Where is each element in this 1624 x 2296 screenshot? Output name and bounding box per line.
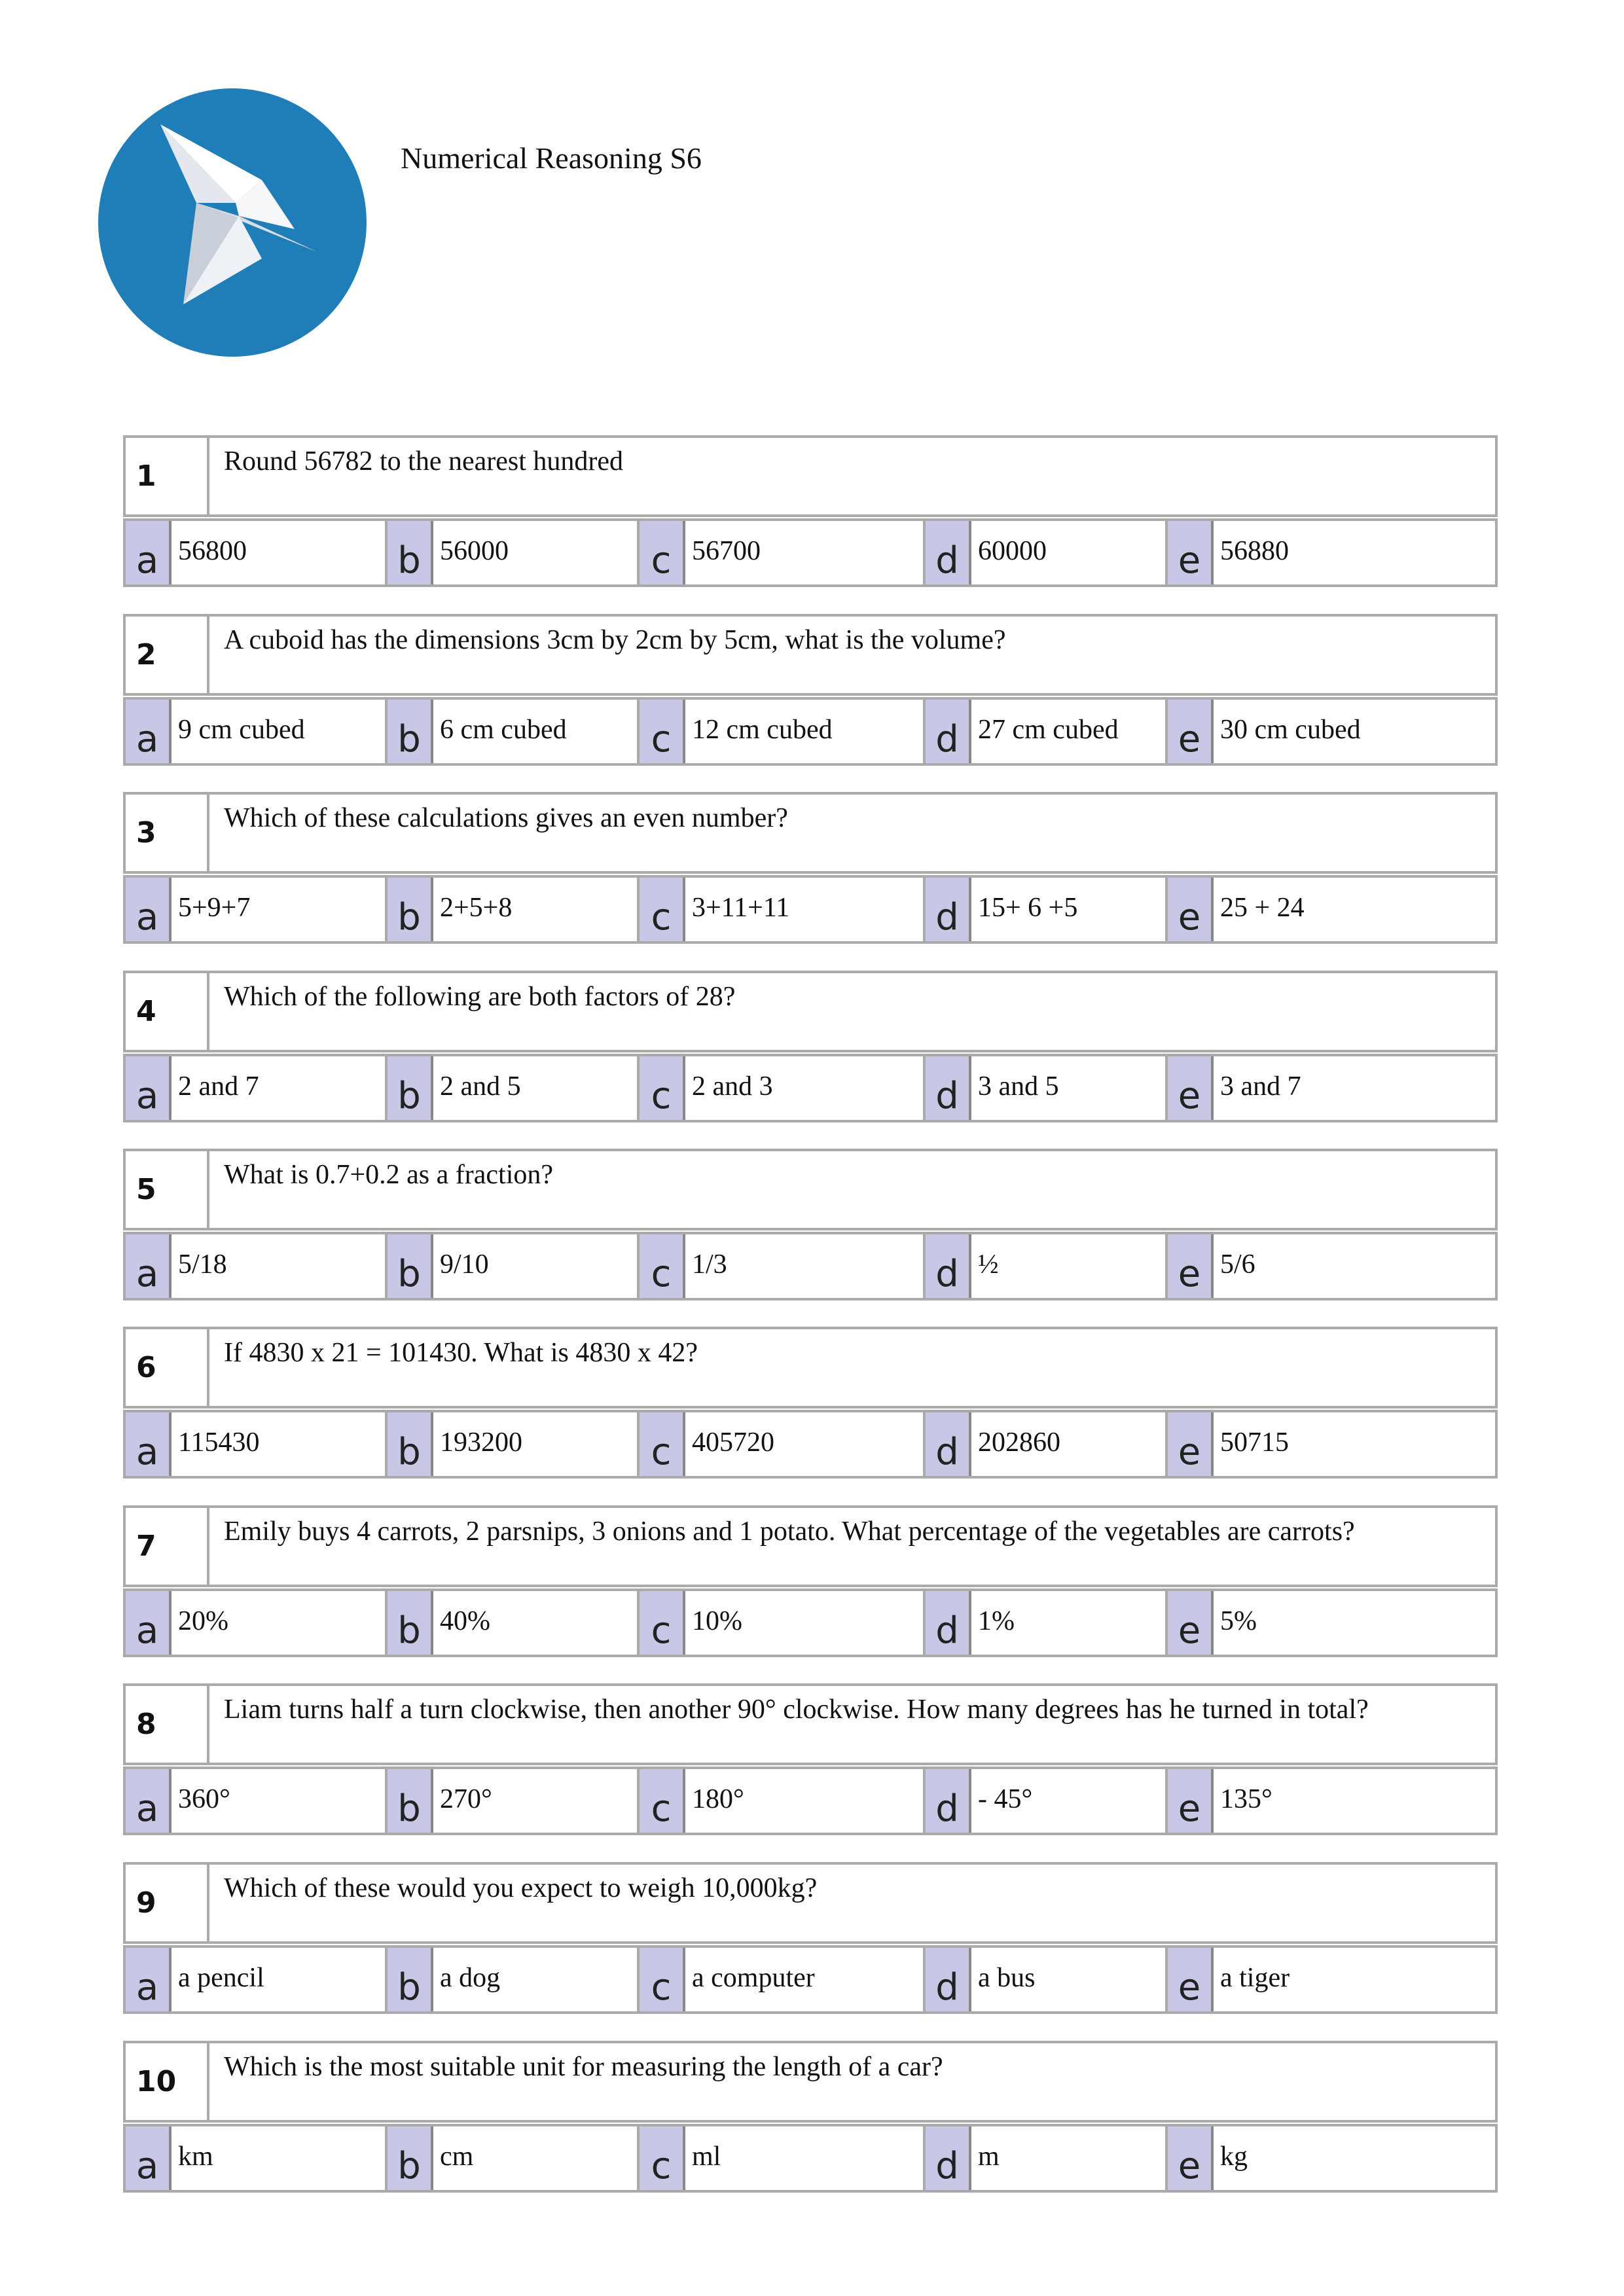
question-block (123, 971, 1498, 1122)
option-letter: a (126, 878, 171, 941)
option-letter: e (1168, 1234, 1214, 1298)
option-text: 56000 (440, 536, 509, 566)
answer-row (123, 2124, 1498, 2193)
option-letter: d (926, 521, 971, 584)
question-row (123, 435, 1498, 517)
question-text: Liam turns half a turn clockwise, then another 90° clockwise. How many degrees has he turned in total? (224, 1695, 1369, 1725)
question-block (123, 2041, 1498, 2193)
question-text: Which is the most suitable unit for measuring the length of a car? (224, 2052, 943, 2082)
option-text: 135° (1220, 1784, 1272, 1814)
question-row (123, 792, 1498, 874)
option-letter: a (126, 700, 171, 763)
option-letter: a (126, 1234, 171, 1298)
option-text: 30 cm cubed (1220, 715, 1361, 745)
question-number: 3 (126, 795, 209, 871)
option-text: 20% (178, 1606, 228, 1636)
question-row (123, 1862, 1498, 1944)
option-text: 27 cm cubed (978, 715, 1119, 745)
question-number: 1 (126, 438, 209, 514)
option-text: a computer (692, 1963, 815, 1993)
option-letter: e (1168, 521, 1214, 584)
option-text: 60000 (978, 536, 1047, 566)
option-letter: d (926, 878, 971, 941)
option-text: 56880 (1220, 536, 1289, 566)
option-letter: c (640, 1412, 685, 1476)
option-text: 9/10 (440, 1249, 489, 1280)
option-text: 40% (440, 1606, 490, 1636)
question-text: Round 56782 to the nearest hundred (224, 446, 624, 476)
option-letter: b (388, 1412, 433, 1476)
answer-row (123, 1945, 1498, 2014)
option-letter: a (126, 1591, 171, 1655)
question-block (123, 1505, 1498, 1657)
option-letter: c (640, 1948, 685, 2011)
question-text: Which of the following are both factors of 28? (224, 982, 736, 1012)
option-text: a bus (978, 1963, 1036, 1993)
option-text: 5% (1220, 1606, 1257, 1636)
option-text: 193200 (440, 1427, 522, 1458)
option-text: 10% (692, 1606, 742, 1636)
option-letter: c (640, 1234, 685, 1298)
option-letter: e (1168, 1591, 1214, 1655)
question-block (123, 792, 1498, 944)
option-letter: b (388, 1234, 433, 1298)
question-row (123, 1149, 1498, 1230)
option-text: 115430 (178, 1427, 260, 1458)
question-number: 2 (126, 617, 209, 693)
option-text: 2 and 5 (440, 1071, 521, 1102)
question-row (123, 971, 1498, 1052)
option-text: 2 and 3 (692, 1071, 773, 1102)
question-block (123, 1862, 1498, 2014)
question-number: 10 (126, 2043, 209, 2120)
option-text: - 45° (978, 1784, 1033, 1814)
option-text: km (178, 2142, 213, 2172)
option-letter: e (1168, 878, 1214, 941)
option-letter: e (1168, 700, 1214, 763)
option-letter: e (1168, 1769, 1214, 1833)
answer-row (123, 1588, 1498, 1657)
option-letter: d (926, 1056, 971, 1120)
question-number: 8 (126, 1686, 209, 1763)
option-text: 2 and 7 (178, 1071, 259, 1102)
option-text: 1/3 (692, 1249, 727, 1280)
option-letter: b (388, 700, 433, 763)
option-letter: c (640, 1769, 685, 1833)
option-letter: b (388, 1056, 433, 1120)
question-number: 5 (126, 1151, 209, 1228)
option-text: cm (440, 2142, 474, 2172)
option-letter: c (640, 521, 685, 584)
question-block (123, 1327, 1498, 1479)
option-text: 180° (692, 1784, 744, 1814)
question-number: 6 (126, 1329, 209, 1406)
option-letter: b (388, 878, 433, 941)
option-text: 50715 (1220, 1427, 1289, 1458)
option-letter: b (388, 1591, 433, 1655)
option-letter: d (926, 1769, 971, 1833)
option-letter: a (126, 1948, 171, 2011)
option-text: 2+5+8 (440, 893, 513, 923)
option-text: 202860 (978, 1427, 1060, 1458)
question-row (123, 614, 1498, 696)
option-letter: e (1168, 1412, 1214, 1476)
option-text: 3+11+11 (692, 893, 790, 923)
option-text: a dog (440, 1963, 501, 1993)
question-number: 7 (126, 1508, 209, 1585)
option-text: 5+9+7 (178, 893, 251, 923)
option-text: 15+ 6 +5 (978, 893, 1078, 923)
bird-logo-icon (98, 88, 367, 357)
question-block (123, 1683, 1498, 1835)
option-text: 25 + 24 (1220, 893, 1305, 923)
option-letter: c (640, 1591, 685, 1655)
option-text: a tiger (1220, 1963, 1290, 1993)
option-text: 360° (178, 1784, 230, 1814)
option-letter: a (126, 2126, 171, 2190)
answer-row (123, 1767, 1498, 1835)
option-letter: e (1168, 1056, 1214, 1120)
option-letter: b (388, 1769, 433, 1833)
option-text: 56800 (178, 536, 247, 566)
option-letter: a (126, 1056, 171, 1120)
answer-row (123, 875, 1498, 944)
option-text: 12 cm cubed (692, 715, 833, 745)
option-letter: b (388, 1948, 433, 2011)
option-letter: d (926, 700, 971, 763)
option-text: 5/6 (1220, 1249, 1255, 1280)
option-letter: e (1168, 1948, 1214, 2011)
page-title: Numerical Reasoning S6 (401, 141, 702, 175)
option-text: 56700 (692, 536, 761, 566)
option-text: kg (1220, 2142, 1248, 2172)
option-letter: d (926, 1234, 971, 1298)
question-row (123, 1327, 1498, 1408)
option-letter: d (926, 1412, 971, 1476)
option-letter: d (926, 1948, 971, 2011)
question-number: 9 (126, 1865, 209, 1941)
option-text: m (978, 2142, 1000, 2172)
option-letter: a (126, 1769, 171, 1833)
question-block (123, 614, 1498, 766)
option-text: ml (692, 2142, 721, 2172)
question-block (123, 435, 1498, 587)
option-text: 3 and 5 (978, 1071, 1059, 1102)
question-text: Which of these calculations gives an even number? (224, 803, 788, 833)
question-text: If 4830 x 21 = 101430. What is 4830 x 42? (224, 1338, 698, 1368)
answer-row (123, 518, 1498, 587)
question-row (123, 1683, 1498, 1765)
option-letter: b (388, 2126, 433, 2190)
option-letter: d (926, 1591, 971, 1655)
option-text: a pencil (178, 1963, 264, 1993)
question-block (123, 1149, 1498, 1300)
option-letter: b (388, 521, 433, 584)
option-letter: d (926, 2126, 971, 2190)
option-text: 405720 (692, 1427, 774, 1458)
answer-row (123, 1232, 1498, 1300)
option-text: 270° (440, 1784, 492, 1814)
question-row (123, 1505, 1498, 1587)
option-letter: c (640, 878, 685, 941)
question-row (123, 2041, 1498, 2123)
option-text: 3 and 7 (1220, 1071, 1301, 1102)
answer-row (123, 697, 1498, 766)
option-letter: c (640, 2126, 685, 2190)
option-text: ½ (978, 1249, 999, 1280)
answer-row (123, 1410, 1498, 1479)
option-letter: c (640, 700, 685, 763)
option-text: 6 cm cubed (440, 715, 567, 745)
question-text: What is 0.7+0.2 as a fraction? (224, 1160, 554, 1190)
option-text: 5/18 (178, 1249, 227, 1280)
option-text: 1% (978, 1606, 1015, 1636)
question-text: Which of these would you expect to weigh 10,000kg? (224, 1873, 818, 1903)
question-text: Emily buys 4 carrots, 2 parsnips, 3 onions and 1 potato. What percentage of the vegetables are carrots? (224, 1516, 1355, 1547)
option-letter: e (1168, 2126, 1214, 2190)
question-text: A cuboid has the dimensions 3cm by 2cm by 5cm, what is the volume? (224, 625, 1006, 655)
question-number: 4 (126, 973, 209, 1050)
answer-row (123, 1054, 1498, 1122)
option-letter: a (126, 1412, 171, 1476)
option-text: 9 cm cubed (178, 715, 305, 745)
option-letter: a (126, 521, 171, 584)
option-letter: c (640, 1056, 685, 1120)
